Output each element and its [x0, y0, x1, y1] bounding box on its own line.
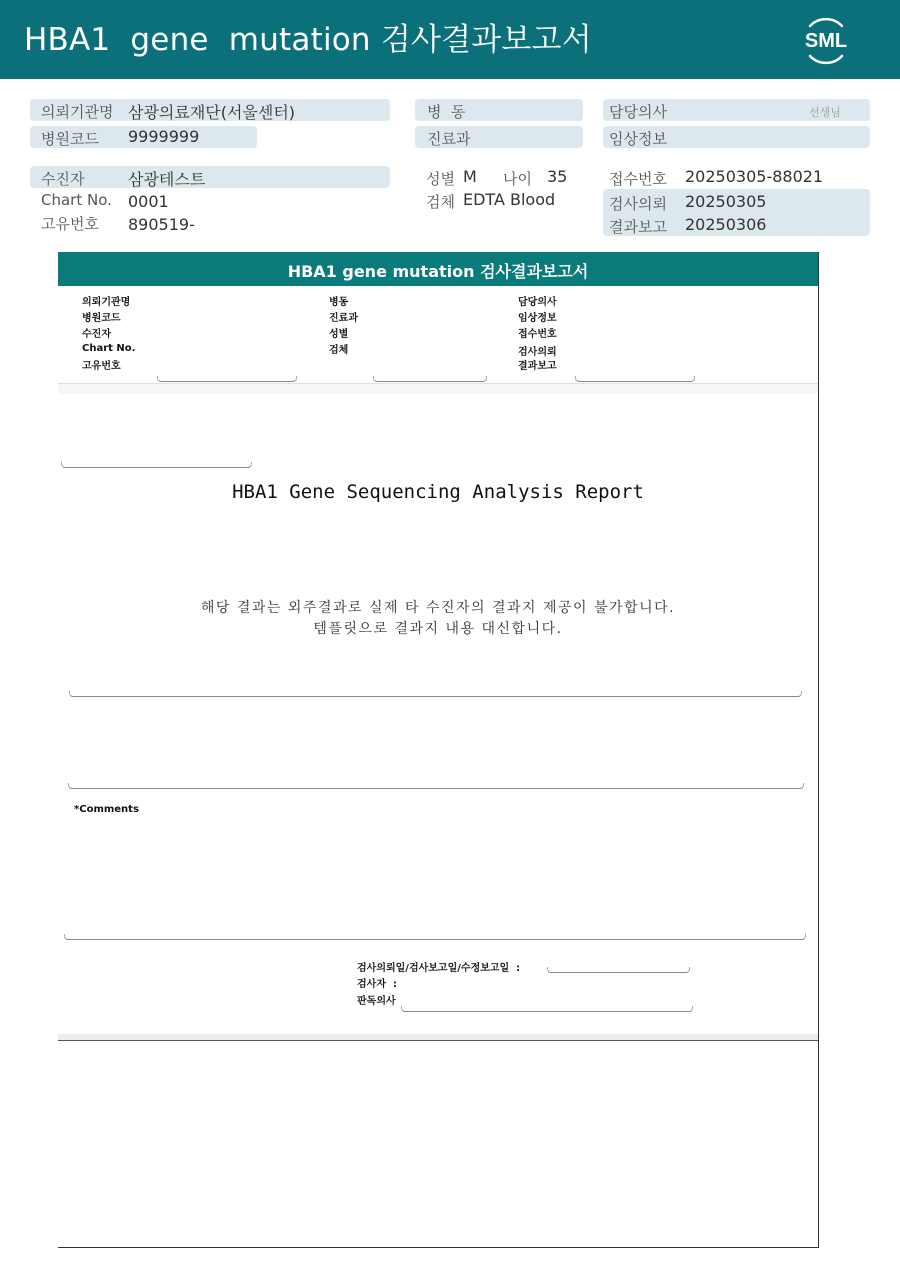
- sign-doctor-label: 판독의사: [357, 996, 396, 1007]
- report-label-chart: Chart No.: [82, 343, 136, 354]
- report-header: [58, 252, 818, 286]
- header-banner: [0, 0, 900, 79]
- report-label-department: 진료과: [329, 313, 358, 324]
- department-label: 진료과: [427, 130, 471, 148]
- sex-label: 성별: [426, 170, 455, 188]
- request-value: 20250305: [685, 192, 767, 211]
- hospital-code-value: 9999999: [128, 127, 200, 146]
- report-label-id: 고유번호: [82, 361, 121, 372]
- patient-value: 삼광테스트: [128, 170, 206, 189]
- report-label-report: 결과보고: [518, 361, 557, 372]
- header-field-line-mid: [373, 376, 487, 382]
- specimen-value: EDTA Blood: [463, 190, 556, 209]
- report-label: 결과보고: [609, 218, 667, 236]
- notice-line-2: 템플릿으로 결과지 내용 대신합니다.: [313, 621, 563, 637]
- interpretation-section-line: [68, 783, 804, 789]
- institution-label: 의뢰기관명: [41, 103, 114, 121]
- doctor-label: 담당의사: [609, 103, 667, 121]
- report-label-hospital-code: 병원코드: [82, 313, 121, 324]
- report-label-receipt: 접수번호: [518, 329, 557, 340]
- sml-logo-icon: [796, 10, 856, 70]
- comments-section-line: [64, 934, 806, 940]
- header-field-line-right: [575, 376, 695, 382]
- institution-value: 삼광의료재단(서울센터): [128, 103, 296, 122]
- report-subtitle: HBA1 Gene Sequencing Analysis Report: [232, 481, 644, 503]
- age-value: 35: [547, 167, 568, 186]
- report-label-doctor: 담당의사: [518, 297, 557, 308]
- report-header-title: HBA1 gene mutation 검사결과보고서: [287, 262, 589, 281]
- id-value: 890519-: [128, 215, 195, 234]
- age-label: 나이: [503, 170, 532, 188]
- sign-doctor-line: [401, 1006, 693, 1012]
- report-value: 20250306: [685, 215, 767, 234]
- sign-dates-line: [547, 967, 690, 973]
- report-template: [58, 252, 819, 1248]
- page-title: HBA1 gene mutation 검사결과보고서: [24, 22, 592, 58]
- comments-label: *Comments: [74, 804, 139, 815]
- clinical-info-label: 임상정보: [609, 130, 667, 148]
- report-label-ward: 병동: [329, 297, 349, 308]
- chart-value: 0001: [128, 192, 169, 211]
- sign-dates-label: 검사의뢰일/검사보고일/수정보고일 :: [357, 963, 521, 974]
- doctor-suffix: 선생님: [809, 106, 841, 119]
- report-label-patient: 수진자: [82, 329, 111, 340]
- sign-tester-label: 검사자 :: [357, 979, 397, 990]
- specimen-label: 검체: [426, 193, 455, 211]
- header-shade: [58, 384, 818, 394]
- result-field-line: [61, 462, 252, 468]
- logo-text: SML: [804, 30, 848, 52]
- report-label-clinical-info: 임상정보: [518, 313, 557, 324]
- report-label-specimen: 검체: [329, 345, 349, 356]
- header-field-line-left: [157, 376, 297, 382]
- id-label: 고유번호: [41, 215, 99, 233]
- footer-divider: [58, 1040, 818, 1041]
- report-label-institution: 의뢰기관명: [82, 297, 131, 308]
- ward-label: 병 동: [427, 103, 466, 121]
- report-label-request: 검사의뢰: [518, 347, 557, 358]
- sex-value: M: [463, 167, 477, 186]
- request-label: 검사의뢰: [609, 195, 667, 213]
- notice-line-1: 해당 결과는 외주결과로 실제 타 수진자의 결과지 제공이 불가합니다.: [200, 600, 676, 616]
- hospital-code-label: 병원코드: [41, 130, 99, 148]
- receipt-value: 20250305-88021: [685, 167, 824, 186]
- chart-label: Chart No.: [41, 191, 112, 209]
- report-label-sex: 성별: [329, 329, 349, 340]
- patient-label: 수진자: [41, 170, 85, 188]
- result-section-line: [69, 691, 802, 697]
- receipt-label: 접수번호: [609, 170, 667, 188]
